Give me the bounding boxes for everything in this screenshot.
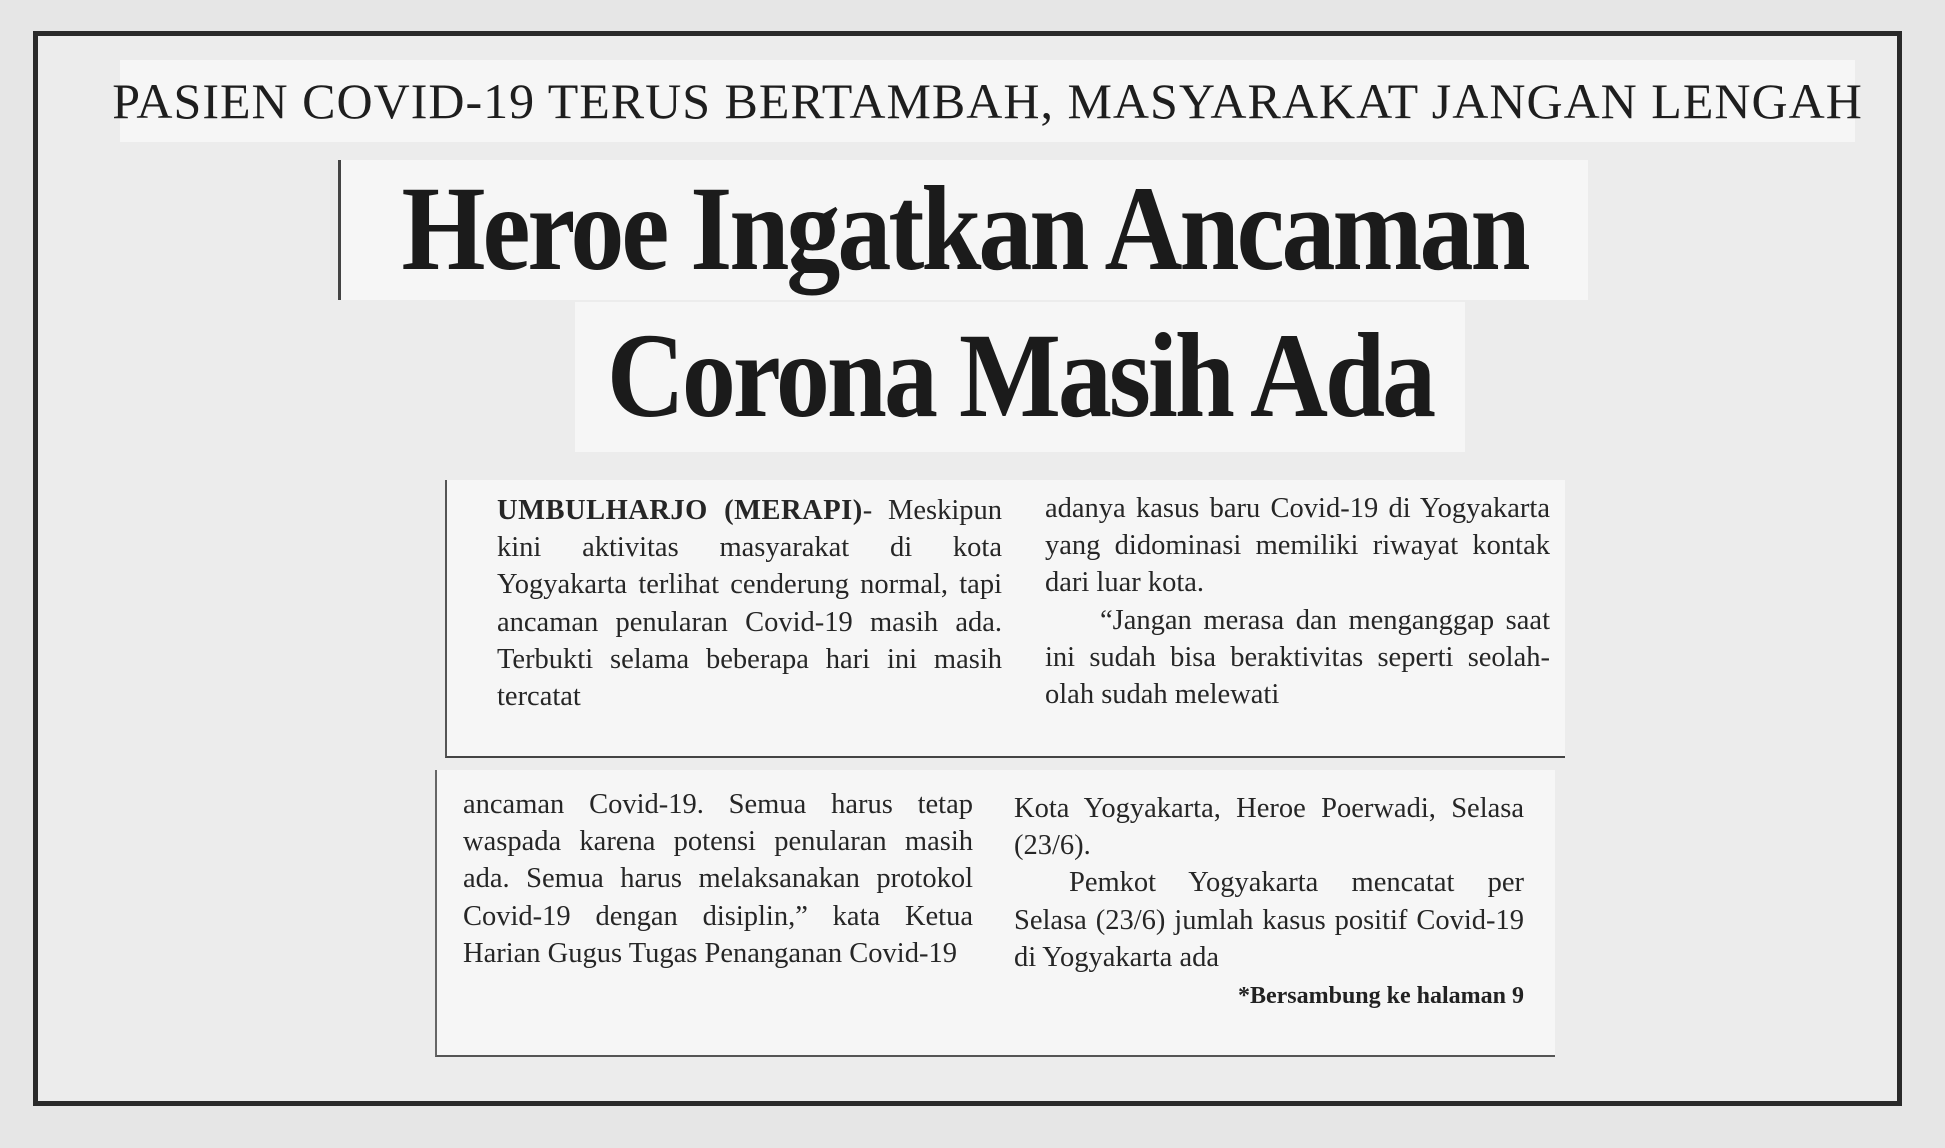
headline-line-1: Heroe Ingatkan Ancaman <box>401 162 1528 297</box>
article-column-2 <box>1045 490 1550 713</box>
article-column-3 <box>463 786 973 972</box>
headline-strip-1 <box>338 160 1588 300</box>
column-1-text: - Meskipun kini aktivitas masyarakat di kota Yogyakarta terlihat cenderung normal, tapi ancaman penularan Covid-19 masih ada. Terbukti selama beberapa hari ini masih tercatat <box>497 495 1002 713</box>
column-2-paragraph-1: adanya kasus baru Covid-19 di Yogyakarta yang didominasi memiliki riwayat kontak dari luar kota. <box>1045 493 1550 599</box>
article-block-top <box>445 480 1565 758</box>
column-4-paragraph-1: Kota Yogyakarta, Heroe Poerwadi, Selasa (23/6). <box>1014 793 1524 862</box>
headline-line-2: Corona Masih Ada <box>606 309 1434 444</box>
continued-note: *Bersambung ke halaman 9 <box>1237 983 1524 1010</box>
dateline: UMBULHARJO (MERAPI) <box>497 495 863 526</box>
column-3-text: ancaman Covid-19. Semua harus tetap waspada karena potensi penularan masih ada. Semua harus melaksanakan protokol Covid-19 dengan disiplin,” kata Ketua Harian Gugus Tugas Penanganan Covid-19 <box>463 789 973 969</box>
headline-strip-2 <box>575 302 1465 452</box>
kicker-strip <box>112 60 1863 142</box>
kicker-text: PASIEN COVID-19 TERUS BERTAMBAH, MASYARAKAT JANGAN LENGAH <box>112 73 1863 129</box>
article-column-1 <box>497 492 1002 715</box>
column-4-paragraph-2: Pemkot Yogyakarta mencatat per Selasa (23/6) jumlah kasus positif Covid-19 di Yogyakarta ada <box>1014 867 1524 973</box>
column-2-paragraph-2: “Jangan merasa dan menganggap saat ini sudah bisa beraktivitas seperti seolah-olah sudah melewati <box>1045 604 1550 711</box>
article-block-bottom <box>435 770 1555 1057</box>
article-column-4 <box>1014 790 1524 1015</box>
